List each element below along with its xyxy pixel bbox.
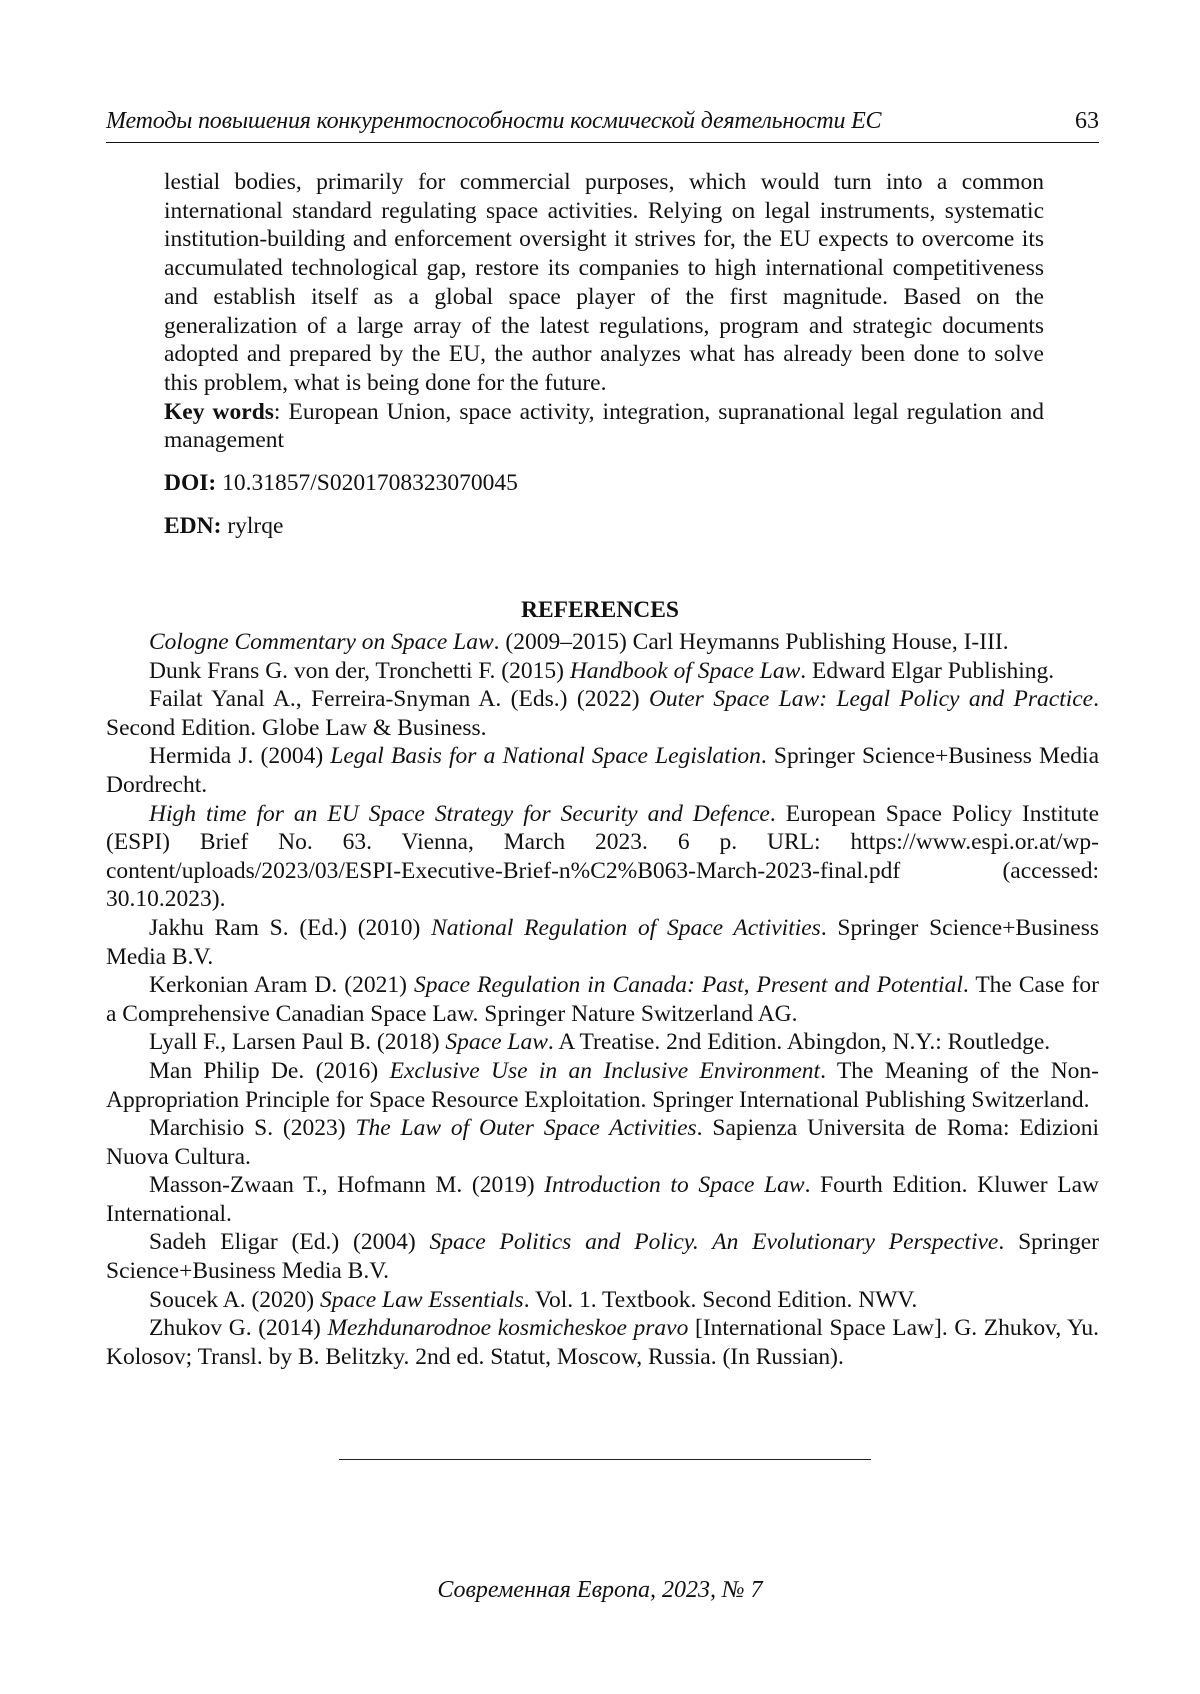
reference-details: . Second Edition. Globe Law & Business.	[106, 686, 1099, 741]
reference-details: . European Space Policy Institute (ESPI) Brief No. 63. Vienna, March 2023. 6 p. URL: https://www.espi.or.at/wp-content/uploads/2023/03/ESPI-Executive-Brief-n%C2%B063-March-2023-final.pdf (accessed: 30.10.2023).	[106, 800, 1099, 913]
reference-details: . Vol. 1. Textbook. Second Edition. NWV.	[523, 1286, 918, 1313]
edn-value: rylrqe	[221, 512, 284, 539]
page-number: 63	[1075, 108, 1099, 134]
reference-authors: Sadeh Eligar (Ed.) (2004)	[149, 1229, 430, 1256]
reference-title: National Regulation of Space Activities	[431, 914, 821, 941]
reference-details: . The Meaning of the Non-Appropriation Principle for Space Resource Exploitation. Springer International Publishing Switzerland.	[106, 1057, 1099, 1113]
reference-details: . Edward Elgar Publishing.	[800, 657, 1055, 684]
reference-details: . Springer Science+Business Media B.V.	[106, 1229, 1099, 1285]
reference-details: . The Case for a Comprehensive Canadian Space Law. Springer Nature Switzerland AG.	[106, 972, 1099, 1027]
abstract-block	[164, 168, 1044, 540]
reference-title: Space Law	[445, 1029, 548, 1056]
reference-item	[106, 742, 1099, 799]
reference-item	[106, 1028, 1099, 1057]
reference-title: Introduction to Space Law	[544, 1172, 805, 1199]
reference-item	[106, 1114, 1099, 1171]
reference-authors: Soucek A. (2020)	[149, 1286, 321, 1313]
references-list	[106, 628, 1099, 1371]
reference-authors: Marchisio S. (2023)	[149, 1115, 356, 1142]
reference-authors: Zhukov G. (2014)	[149, 1315, 328, 1342]
running-header	[106, 104, 1099, 143]
abstract-text: lestial bodies, primarily for commercial purposes, which would turn into a common international standard regulating space activities. Relying on legal instruments, systematic institution-building and enforcement oversight it strives for, the EU expects to overcome its accumulated technological gap, restore its companies to high international competitiveness and establish itself as a global space player of the first magnitude. Based on the generalization of a large array of the latest regulations, program and strategic documents adopted and prepared by the EU, the author analyzes what has already been done to solve this problem, what is being done for the future.	[164, 169, 1044, 396]
reference-title: Cologne Commentary on Space Law	[149, 629, 494, 655]
reference-item	[106, 914, 1099, 971]
running-header-title: Методы повышения конкурентоспособности космической деятельности ЕС	[106, 108, 882, 134]
reference-authors: Dunk Frans G. von der, Tronchetti F. (2015)	[149, 657, 570, 684]
references-heading: REFERENCES	[520, 597, 679, 623]
journal-footer: Современная Европа, 2023, № 7	[437, 1577, 763, 1603]
doi-line	[164, 469, 1044, 498]
reference-title: Space Regulation in Canada: Past, Present and Potential	[413, 972, 963, 999]
keywords-text: : European Union, space activity, integration, supranational legal regulation and management	[164, 398, 1045, 454]
reference-authors: Hermida J. (2004)	[149, 743, 331, 770]
doi-label: DOI:	[164, 470, 217, 497]
reference-authors: Lyall F., Larsen Paul B. (2018)	[149, 1029, 446, 1056]
reference-title: High time for an EU Space Strategy for Security and Defence	[149, 800, 770, 827]
reference-authors: Jakhu Ram S. (Ed.) (2010)	[149, 914, 432, 941]
reference-details: . Sapienza Universita de Roma: Edizioni Nuova Cultura.	[106, 1115, 1099, 1170]
reference-details: [International Space Law]. G. Zhukov, Yu. Kolosov; Transl. by B. Belitzky. 2nd ed. Statut, Moscow, Russia. (In Russian).	[106, 1315, 1100, 1370]
reference-title: Handbook of Space Law	[569, 657, 801, 684]
reference-authors: Masson-Zwaan T., Hofmann M. (2019)	[149, 1172, 545, 1199]
reference-item	[106, 1171, 1099, 1228]
reference-item	[106, 1228, 1099, 1285]
reference-title: Exclusive Use in an Inclusive Environment	[389, 1057, 821, 1084]
reference-item	[106, 1314, 1099, 1371]
reference-item	[106, 657, 1099, 686]
reference-details: . Fourth Edition. Kluwer Law International.	[106, 1172, 1099, 1227]
reference-title: Space Law Essentials	[320, 1286, 524, 1313]
reference-item	[106, 1286, 1099, 1315]
reference-authors: Man Philip De. (2016)	[149, 1057, 390, 1084]
keywords-line	[164, 398, 1044, 455]
reference-authors: Kerkonian Aram D. (2021)	[149, 972, 414, 999]
reference-details: . A Treatise. 2nd Edition. Abingdon, N.Y.: Routledge.	[547, 1029, 1051, 1056]
reference-title: Mezhdunarodnoe kosmicheskoe pravo	[327, 1315, 689, 1342]
reference-title: Space Politics and Policy. An Evolutionary Perspective	[429, 1229, 999, 1256]
doi-value: 10.31857/S0201708323070045	[216, 470, 518, 497]
reference-item	[106, 1057, 1099, 1114]
keywords-label: Key words	[164, 398, 274, 425]
reference-authors: Failat Yanal A., Ferreira-Snyman A. (Eds.) (2022)	[149, 686, 649, 713]
reference-item	[106, 971, 1099, 1028]
edn-line	[164, 512, 1044, 541]
footer-separator-line	[339, 1459, 871, 1460]
reference-title: The Law of Outer Space Activities	[355, 1115, 697, 1142]
reference-item	[106, 628, 1099, 657]
reference-title: Legal Basis for a National Space Legislation	[330, 743, 761, 770]
reference-item	[106, 800, 1099, 914]
edn-label: EDN:	[164, 512, 222, 539]
reference-title: Outer Space Law: Legal Policy and Practice	[648, 686, 1094, 713]
reference-item	[106, 685, 1099, 742]
reference-details: . Springer Science+Business Media B.V.	[106, 914, 1099, 970]
reference-details: . Springer Science+Business Media Dordrecht.	[106, 743, 1100, 798]
reference-details: . (2009–2015) Carl Heymanns Publishing House, I-III.	[493, 629, 1009, 655]
